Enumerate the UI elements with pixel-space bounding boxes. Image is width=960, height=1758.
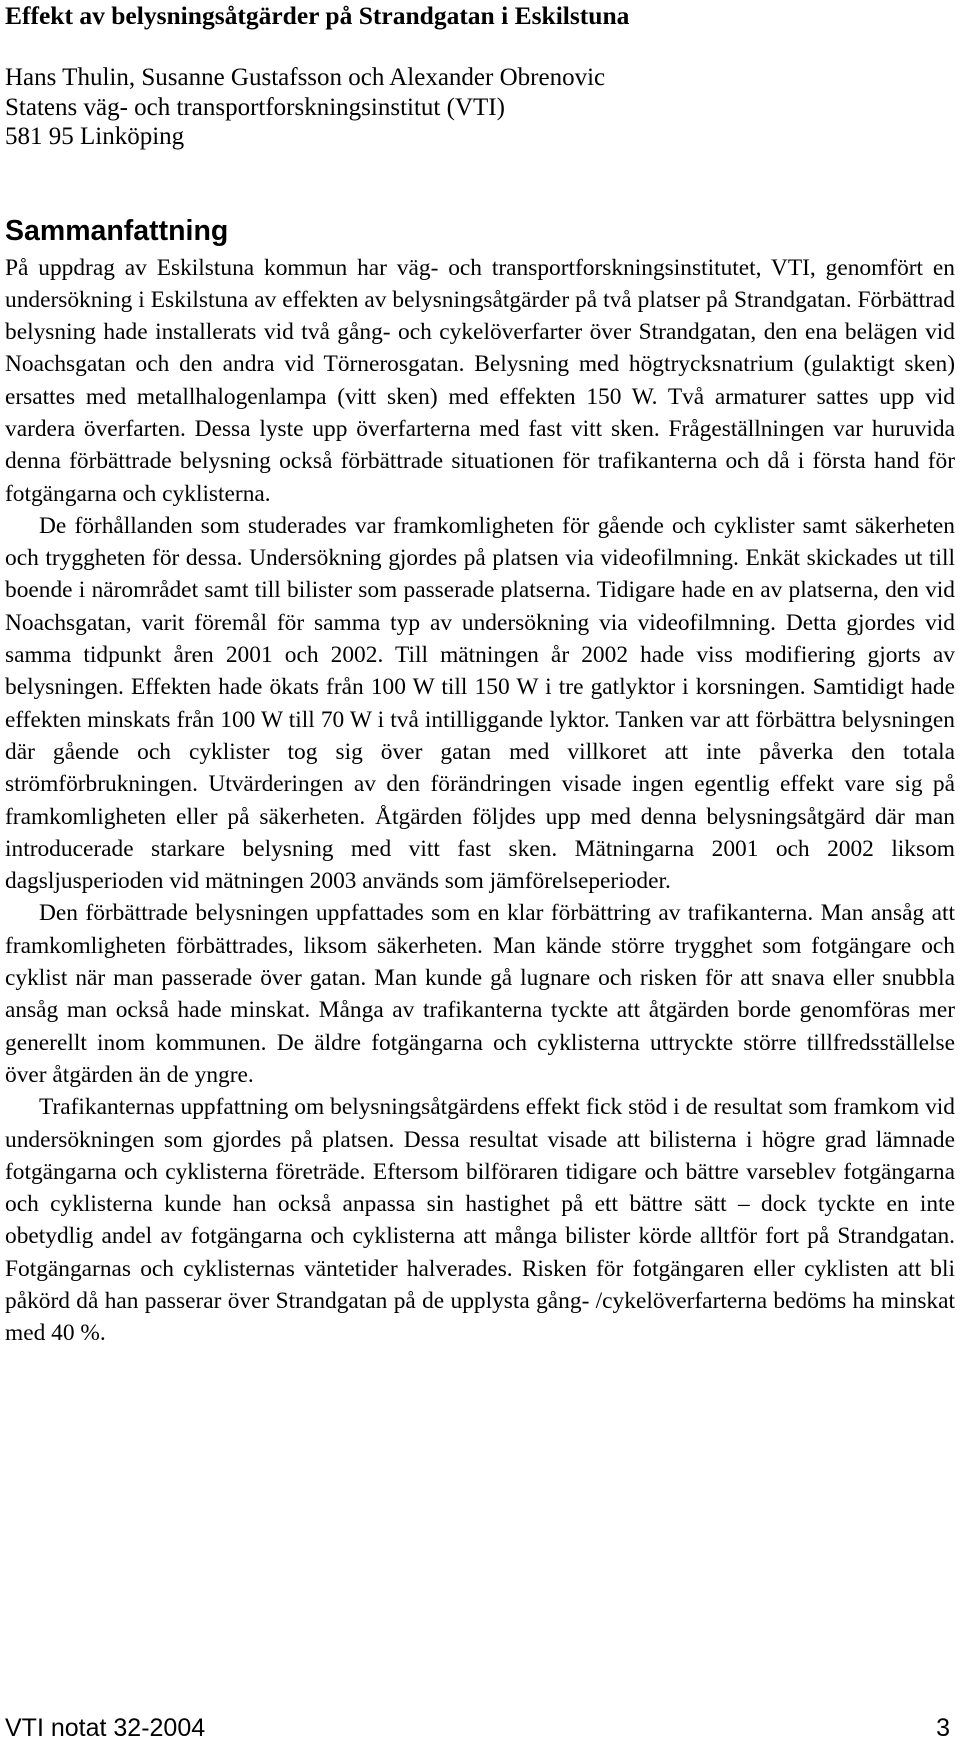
summary-paragraph-4: Trafikanternas uppfattning om belysningsåtgärdens effekt fick stöd i de resultat som framkom vid undersökningen som gjordes på platsen. Dessa resultat visade att bilisterna i högre grad lämnade fotgängarna och cyklisterna företräde. Eftersom bilföraren tidigare och bättre varseblev fotgängarna och cyklisterna kunde han också anpassa sin hastighet på ett bättre sätt – dock tyckte en inte obetydlig andel av fotgängarna och cyklisterna att många bilister körde alltför fort på Strandgatan. Fotgängarnas och cyklisternas väntetider halverades. Risken för fotgängaren eller cyklisten att bli påkörd då han passerar över Strandgatan på de upplysta gång- /cykelöverfarterna bedöms ha minskat med 40 %. (5, 1094, 955, 1347)
summary-paragraph-2: De förhållanden som studerades var framkomligheten för gående och cyklister samt säkerheten och tryggheten för dessa. Undersökning gjordes på platsen via videofilmning. Enkät skickades ut till boende i närområdet samt till bilister som passerade platserna. Tidigare hade en av platserna, den vid Noachsgatan, varit föremål för samma typ av undersökning via videofilmning. Detta gjordes vid samma tidpunkt åren 2001 och 2002. Till mätningen år 2002 hade viss modifiering gjorts av belysningen. Effekten hade ökats från 100 W till 150 W i tre gatlyktor i korsningen. Samtidigt hade effekten minskats från 100 W till 70 W i två intilliggande lyktor. Tanken var att förbättra belysningen där gående och cyklister tog sig över gatan med villkoret att inte påverka den totala strömförbrukningen. Utvärderingen av den förändringen visade ingen egentlig effekt vare sig på framkomligheten eller på säkerheten. Åtgärden följdes upp med denna belysningsåtgärd där man introducerade starkare belysning med vitt fast sken. Mätningarna 2001 och 2002 liksom dagsljusperioden vid mätningen 2003 används som jämförelseperioder. (5, 512, 955, 895)
summary-body (5, 252, 955, 1350)
institute-line: Statens väg- och transportforskningsinstitut (VTI) (5, 93, 505, 121)
footer-series: VTI notat 32-2004 (5, 1714, 206, 1742)
section-heading: Sammanfattning (5, 214, 229, 247)
authors-line: Hans Thulin, Susanne Gustafsson och Alexander Obrenovic (5, 64, 606, 91)
page-footer (5, 1713, 950, 1743)
summary-paragraph-1: På uppdrag av Eskilstuna kommun har väg- och transportforskningsinstitutet, VTI, genomfört en undersökning i Eskilstuna av effekten av belysningsåtgärder på två platser på Strandgatan. Förbättrad belysning hade installerats vid två gång- och cykelöverfarter över Strandgatan, den ena belägen vid Noachsgatan och den andra vid Törnerosgatan. Belysning med högtrycksnatrium (gulaktigt sken) ersattes med metallhalogenlampa (vitt sken) med effekten 150 W. Två armaturer sattes upp vid vardera överfarten. Dessa lyste upp överfarterna med fast vitt sken. Frågeställningen var huruvida denna förbättrade belysning också förbättrade situationen för trafikanterna och då i första hand för fotgängarna och cyklisterna. (5, 254, 955, 507)
summary-paragraph-3: Den förbättrade belysningen uppfattades som en klar förbättring av trafikanterna. Man ansåg att framkomligheten förbättrades, liksom säkerheten. Man kände större trygghet som fotgängare och cyklist när man passerade över gatan. Man kunde gå lugnare och risken för att snava eller snubbla ansåg man också hade minskat. Många av trafikanterna tyckte att åtgärden borde genomföras mer generellt inom kommunen. De äldre fotgängarna och cyklisterna uttryckte större tillfredsställelse över åtgärden än de yngre. (5, 900, 955, 1088)
footer-page-number: 3 (936, 1714, 950, 1742)
address-line: 581 95 Linköping (5, 123, 185, 150)
author-block (5, 63, 955, 152)
document-title: Effekt av belysningsåtgärder på Strandgatan i Eskilstuna (5, 1, 630, 30)
